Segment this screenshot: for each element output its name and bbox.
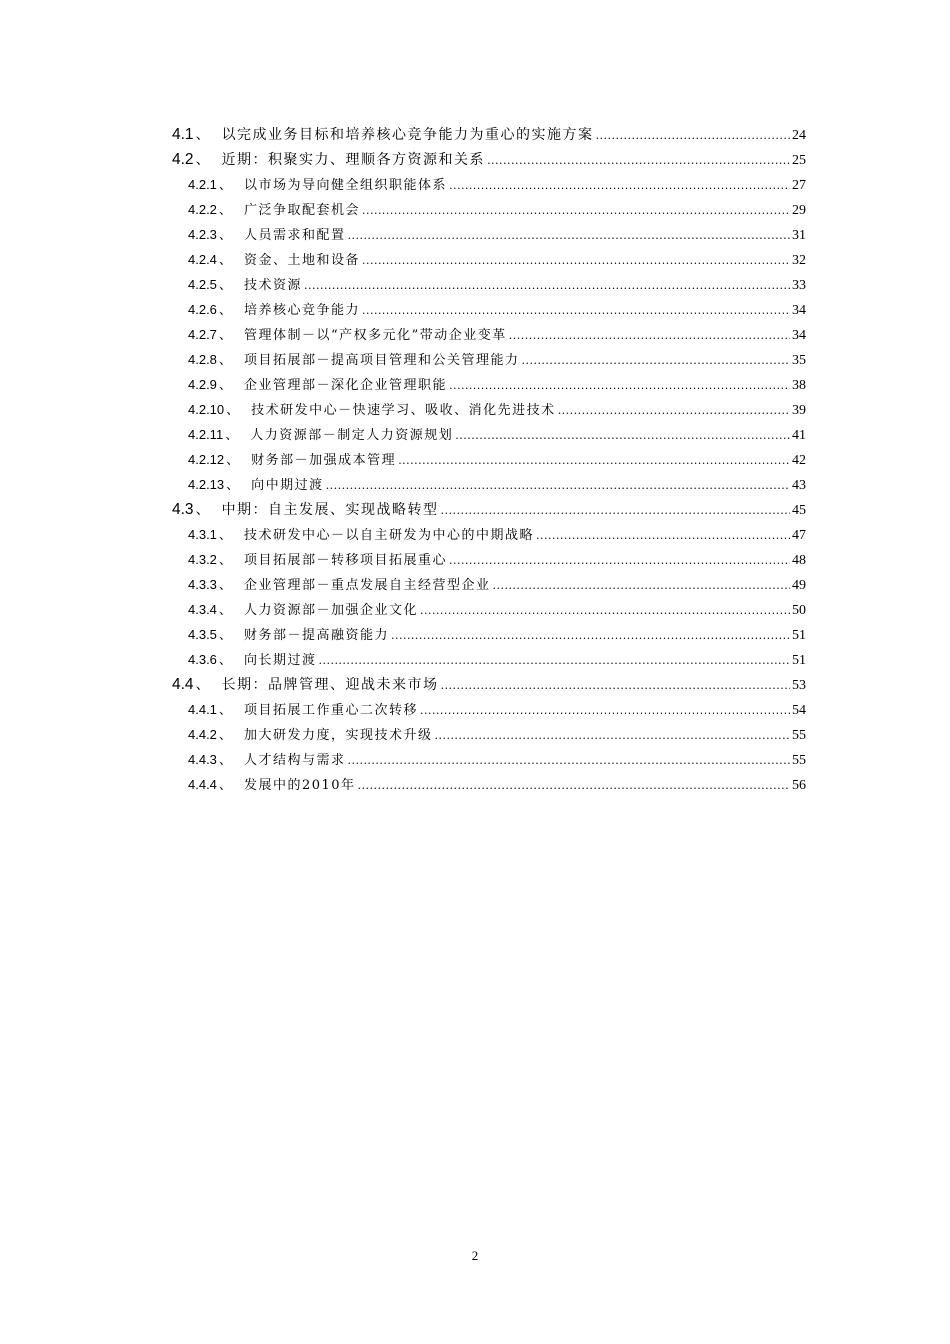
toc-entry-separator: 、 (218, 328, 232, 343)
toc-entry-title: 财务部－加强成本管理 (251, 453, 397, 468)
toc-entry-separator: 、 (218, 303, 232, 318)
toc-entry-separator: 、 (218, 653, 232, 668)
toc-entry-page: 56 (792, 778, 806, 793)
table-of-contents (172, 122, 806, 797)
toc-entry[interactable] (172, 747, 806, 772)
toc-entry-number: 4.4.4 (188, 777, 217, 792)
toc-entry-title: 企业管理部－深化企业管理职能 (243, 378, 447, 393)
toc-entry-page: 47 (792, 528, 806, 543)
toc-entry-separator: 、 (218, 553, 232, 568)
toc-entry-title: 技术研发中心－快速学习、吸收、消化先进技术 (251, 403, 556, 418)
toc-entry[interactable] (172, 297, 806, 322)
toc-entry-title: 向长期过渡 (243, 653, 317, 668)
toc-dot-leader (509, 323, 790, 348)
toc-dot-leader (521, 348, 790, 373)
toc-entry-number: 4.3 (172, 501, 194, 518)
toc-entry[interactable] (172, 322, 806, 347)
toc-entry-title: 财务部－提高融资能力 (243, 628, 389, 643)
toc-dot-leader (558, 398, 790, 423)
toc-entry-page: 50 (792, 603, 806, 618)
toc-entry-separator: 、 (218, 628, 232, 643)
toc-entry-separator: 、 (218, 353, 232, 368)
toc-entry[interactable] (172, 572, 806, 597)
toc-dot-leader (455, 423, 790, 448)
toc-entry-number: 4.4.1 (188, 702, 217, 717)
toc-entry-page: 54 (792, 703, 806, 718)
toc-entry-number: 4.2.6 (188, 302, 217, 317)
toc-entry-separator: 、 (195, 152, 210, 168)
toc-entry[interactable] (172, 147, 806, 172)
toc-entry-page: 39 (792, 403, 806, 418)
toc-entry[interactable] (172, 472, 806, 497)
toc-entry-title: 企业管理部－重点发展自主经营型企业 (243, 578, 491, 593)
toc-entry-separator: 、 (218, 578, 232, 593)
toc-dot-leader (449, 373, 790, 398)
toc-entry-separator: 、 (195, 502, 210, 518)
toc-entry-title: 以完成业务目标和培养核心竞争能力为重心的实施方案 (221, 127, 594, 143)
toc-dot-leader (391, 623, 790, 648)
toc-entry-separator: 、 (218, 203, 232, 218)
toc-entry-number: 4.2.3 (188, 227, 217, 242)
toc-entry-separator: 、 (195, 677, 210, 693)
toc-entry[interactable] (172, 347, 806, 372)
toc-entry-title: 资金、土地和设备 (243, 253, 360, 268)
toc-entry-number: 4.4.3 (188, 752, 217, 767)
toc-entry-number: 4.2.10 (188, 402, 225, 417)
toc-entry-number: 4.1 (172, 126, 194, 143)
toc-entry-separator: 、 (218, 278, 232, 293)
toc-entry-title: 项目拓展部－提高项目管理和公关管理能力 (243, 353, 520, 368)
toc-dot-leader (420, 598, 790, 623)
toc-dot-leader (420, 698, 790, 723)
toc-entry-separator: 、 (218, 178, 232, 193)
toc-entry-title: 人才结构与需求 (243, 753, 346, 768)
toc-entry-separator: 、 (195, 127, 210, 143)
toc-entry-separator: 、 (218, 603, 232, 618)
toc-entry-page: 29 (792, 203, 806, 218)
toc-entry-page: 34 (792, 328, 806, 343)
toc-entry-number: 4.2.2 (188, 202, 217, 217)
toc-entry-separator: 、 (218, 253, 232, 268)
toc-entry-number: 4.3.6 (188, 652, 217, 667)
toc-entry-page: 48 (792, 553, 806, 568)
toc-entry-title: 人力资源部－加强企业文化 (243, 603, 418, 618)
toc-entry-separator: 、 (218, 778, 232, 793)
toc-entry-number: 4.2.7 (188, 327, 217, 342)
toc-entry-page: 38 (792, 378, 806, 393)
toc-entry-title: 项目拓展部－转移项目拓展重心 (243, 553, 447, 568)
toc-entry-title: 培养核心竞争能力 (243, 303, 360, 318)
toc-dot-leader (441, 673, 790, 698)
toc-entry[interactable] (172, 497, 806, 522)
toc-entry-number: 4.2.13 (188, 477, 225, 492)
toc-entry-title: 向中期过渡 (251, 478, 324, 493)
toc-entry-number: 4.2.5 (188, 277, 217, 292)
toc-entry-number: 4.3.1 (188, 527, 217, 542)
toc-dot-leader (449, 173, 790, 198)
toc-entry-number: 4.2.1 (188, 177, 217, 192)
toc-entry-title: 项目拓展工作重心二次转移 (243, 703, 418, 718)
toc-entry-separator: 、 (218, 753, 232, 768)
toc-entry[interactable] (172, 247, 806, 272)
page-number: 2 (471, 1248, 479, 1263)
toc-entry[interactable] (172, 622, 806, 647)
toc-entry-title: 发展中的2010年 (243, 778, 356, 793)
toc-entry-number: 4.3.5 (188, 627, 217, 642)
toc-dot-leader (347, 223, 790, 248)
toc-dot-leader (358, 773, 790, 798)
toc-entry-title: 技术资源 (243, 278, 302, 293)
toc-entry-page: 31 (792, 228, 806, 243)
toc-entry[interactable] (172, 647, 806, 672)
toc-dot-leader (318, 648, 790, 673)
toc-entry-number: 4.2.9 (188, 377, 217, 392)
toc-entry[interactable] (172, 672, 806, 697)
toc-entry-separator: 、 (226, 453, 240, 468)
toc-entry-separator: 、 (218, 703, 232, 718)
toc-entry-number: 4.2.8 (188, 352, 217, 367)
toc-entry-page: 43 (792, 478, 806, 493)
toc-dot-leader (434, 723, 790, 748)
toc-entry-title: 人员需求和配置 (243, 228, 346, 243)
toc-entry[interactable] (172, 222, 806, 247)
toc-entry-page: 45 (792, 503, 806, 518)
toc-entry[interactable] (172, 447, 806, 472)
toc-dot-leader (362, 198, 790, 223)
toc-entry-page: 34 (792, 303, 806, 318)
toc-entry-number: 4.3.2 (188, 552, 217, 567)
toc-entry-title: 管理体制－以“产权多元化”带动企业变革 (243, 328, 507, 343)
toc-entry-title: 加大研发力度，实现技术升级 (243, 728, 433, 743)
toc-entry-number: 4.2.12 (188, 452, 225, 467)
toc-entry-title: 广泛争取配套机会 (243, 203, 360, 218)
toc-dot-leader (536, 523, 790, 548)
toc-dot-leader (441, 498, 790, 523)
toc-entry[interactable] (172, 547, 806, 572)
toc-entry-title: 人力资源部－制定人力资源规划 (250, 428, 454, 443)
toc-entry[interactable] (172, 597, 806, 622)
toc-entry-separator: 、 (226, 403, 240, 418)
toc-entry-separator: 、 (218, 528, 232, 543)
toc-entry[interactable] (172, 372, 806, 397)
toc-entry-page: 32 (792, 253, 806, 268)
toc-entry-page: 53 (792, 678, 806, 693)
toc-entry-title: 近期：积聚实力、理顺各方资源和关系 (221, 152, 486, 168)
toc-entry[interactable] (172, 197, 806, 222)
toc-entry-number: 4.2 (172, 151, 194, 168)
toc-dot-leader (347, 748, 790, 773)
toc-dot-leader (487, 148, 790, 173)
toc-dot-leader (492, 573, 790, 598)
toc-entry-page: 55 (792, 753, 806, 768)
toc-entry[interactable] (172, 697, 806, 722)
toc-entry[interactable] (172, 272, 806, 297)
toc-entry-title: 长期：品牌管理、迎战未来市场 (221, 677, 439, 693)
toc-dot-leader (596, 123, 790, 148)
toc-entry-number: 4.3.4 (188, 602, 217, 617)
toc-entry-title: 技术研发中心－以自主研发为中心的中期战略 (243, 528, 534, 543)
toc-entry[interactable] (172, 172, 806, 197)
toc-entry[interactable] (172, 722, 806, 747)
toc-entry-page: 24 (792, 128, 806, 143)
toc-entry-page: 25 (792, 153, 806, 168)
toc-dot-leader (362, 248, 790, 273)
toc-entry[interactable] (172, 397, 806, 422)
toc-entry-number: 4.3.3 (188, 577, 217, 592)
toc-entry-number: 4.4.2 (188, 727, 217, 742)
toc-entry-page: 51 (792, 628, 806, 643)
toc-entry-separator: 、 (226, 478, 240, 493)
toc-entry-separator: 、 (218, 228, 232, 243)
toc-entry-page: 51 (792, 653, 806, 668)
toc-entry-page: 27 (792, 178, 806, 193)
toc-entry[interactable] (172, 772, 806, 797)
toc-entry-page: 55 (792, 728, 806, 743)
toc-dot-leader (449, 548, 790, 573)
toc-entry[interactable] (172, 122, 806, 147)
toc-entry-page: 35 (792, 353, 806, 368)
toc-entry-title: 以市场为导向健全组织职能体系 (243, 178, 447, 193)
toc-entry-page: 49 (792, 578, 806, 593)
toc-entry-number: 4.2.11 (188, 427, 224, 442)
toc-entry-page: 42 (792, 453, 806, 468)
toc-entry-page: 33 (792, 278, 806, 293)
toc-dot-leader (362, 298, 790, 323)
toc-entry-separator: 、 (218, 728, 232, 743)
toc-dot-leader (304, 273, 790, 298)
toc-dot-leader (326, 473, 790, 498)
toc-entry[interactable] (172, 422, 806, 447)
toc-dot-leader (398, 448, 790, 473)
toc-entry[interactable] (172, 522, 806, 547)
toc-entry-number: 4.4 (172, 676, 194, 693)
toc-entry-title: 中期：自主发展、实现战略转型 (221, 502, 439, 518)
toc-entry-separator: 、 (225, 428, 239, 443)
toc-entry-page: 41 (792, 428, 806, 443)
toc-entry-separator: 、 (218, 378, 232, 393)
toc-entry-number: 4.2.4 (188, 252, 217, 267)
